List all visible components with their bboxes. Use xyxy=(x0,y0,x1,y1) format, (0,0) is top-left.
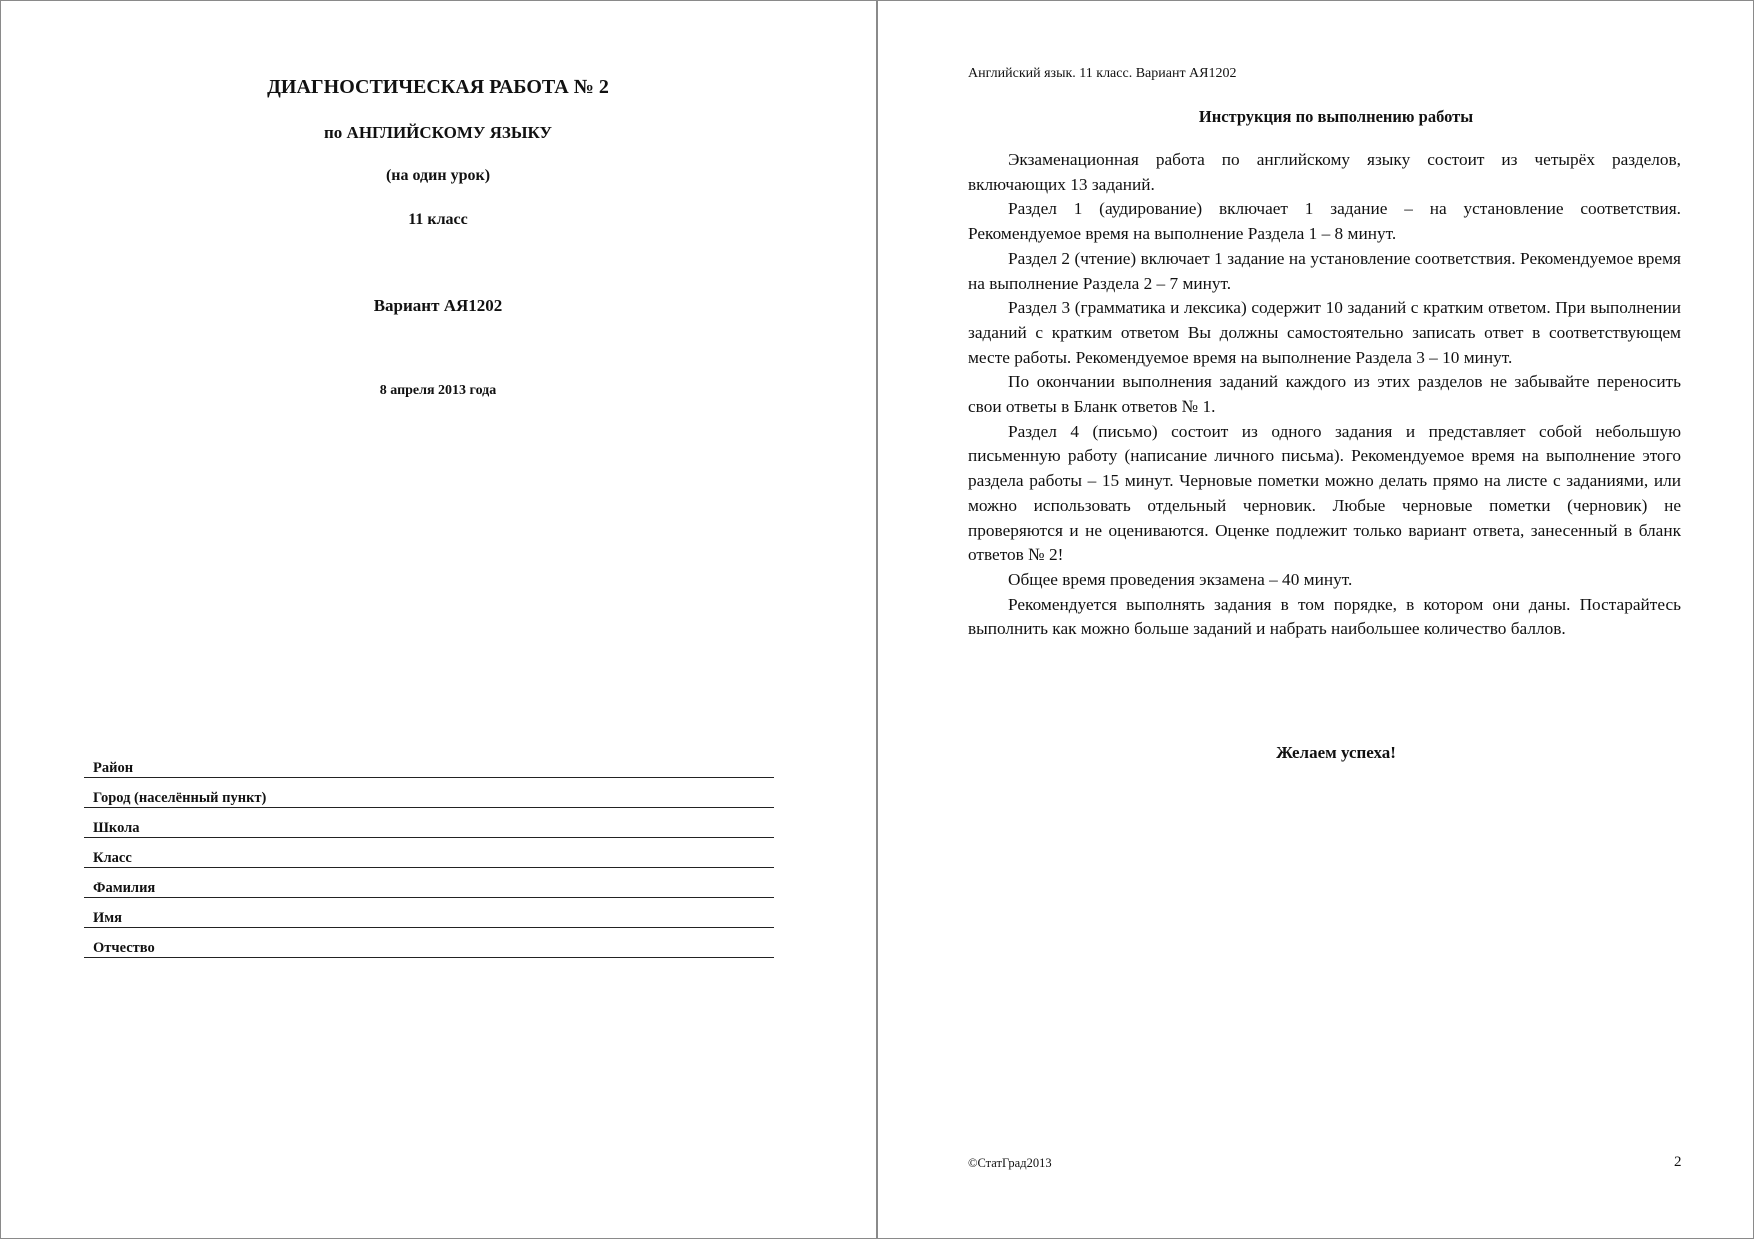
form-label: Класс xyxy=(93,850,132,866)
form-field-city[interactable] xyxy=(84,778,774,808)
grade-line: 11 класс xyxy=(408,211,468,228)
form-label: Фамилия xyxy=(93,880,156,896)
form-label: Имя xyxy=(93,910,122,926)
student-info-form xyxy=(84,748,774,958)
duration-line: (на один урок) xyxy=(385,167,491,184)
instructions-body xyxy=(968,148,1681,642)
paragraph: Общее время проведения экзамена – 40 минут. xyxy=(1008,569,1353,589)
form-field-school[interactable] xyxy=(84,808,774,838)
paragraph: Раздел 1 (аудирование) включает 1 задание – на установление соответствия. Рекомендуемое время на выполнение Раздела 1 – 8 минут. xyxy=(968,199,1681,244)
paragraph: Рекомендуется выполнять задания в том порядке, в котором они даны. Постарайтесь выполнить как можно больше заданий и набрать наибольшее количество баллов. xyxy=(968,594,1681,639)
form-label: Отчество xyxy=(93,940,155,956)
form-field-surname[interactable] xyxy=(84,868,774,898)
paragraph: По окончании выполнения заданий каждого из этих разделов не забывайте переносить свои ответы в Бланк ответов № 1. xyxy=(968,372,1681,417)
form-field-name[interactable] xyxy=(84,898,774,928)
variant-line: Вариант АЯ1202 xyxy=(373,296,503,315)
form-field-class[interactable] xyxy=(84,838,774,868)
page-number: 2 xyxy=(1674,1154,1682,1170)
form-label: Город (населённый пункт) xyxy=(93,790,267,806)
paragraph: Раздел 3 (грамматика и лексика) содержит 10 заданий с кратким ответом. При выполнении заданий с кратким ответом Вы должны самостоятельно записать ответ в соответствующем месте работы. Рекомендуемое время на выполнение Раздела 3 – 10 минут. xyxy=(968,298,1681,367)
copyright-footer: ©СтатГрад2013 xyxy=(968,1156,1052,1170)
left-page xyxy=(0,0,876,1239)
form-field-patronymic[interactable] xyxy=(84,928,774,958)
document-title: ДИАГНОСТИЧЕСКАЯ РАБОТА № 2 xyxy=(267,76,609,98)
subject-line: по АНГЛИЙСКОМУ ЯЗЫКУ xyxy=(324,123,552,142)
date-line: 8 апреля 2013 года xyxy=(379,383,497,398)
paragraph: Раздел 2 (чтение) включает 1 задание на установление соответствия. Рекомендуемое время на выполнение Раздела 2 – 7 минут. xyxy=(968,248,1681,293)
instructions-title: Инструкция по выполнению работы xyxy=(1198,107,1474,126)
form-label: Школа xyxy=(93,820,140,836)
right-page xyxy=(878,0,1754,1239)
form-label: Район xyxy=(93,760,134,776)
running-header: Английский язык. 11 класс. Вариант АЯ1202 xyxy=(968,66,1237,81)
form-field-district[interactable] xyxy=(84,748,774,778)
closing-wish: Желаем успеха! xyxy=(1276,743,1396,762)
paragraph: Экзаменационная работа по английскому языку состоит из четырёх разделов, включающих 13 заданий. xyxy=(968,150,1681,194)
paragraph: Раздел 4 (письмо) состоит из одного задания и представляет собой небольшую письменную работу (написание личного письма). Рекомендуемое время на выполнение этого раздела работы – 15 минут. Черновые пометки можно делать прямо на листе с заданиями, или можно использовать отдельный черновик. Любые черновые пометки (черновик) не проверяются и не оцениваются. Оценке подлежит только вариант ответа, занесенный в бланк ответов № 2! xyxy=(968,421,1681,565)
